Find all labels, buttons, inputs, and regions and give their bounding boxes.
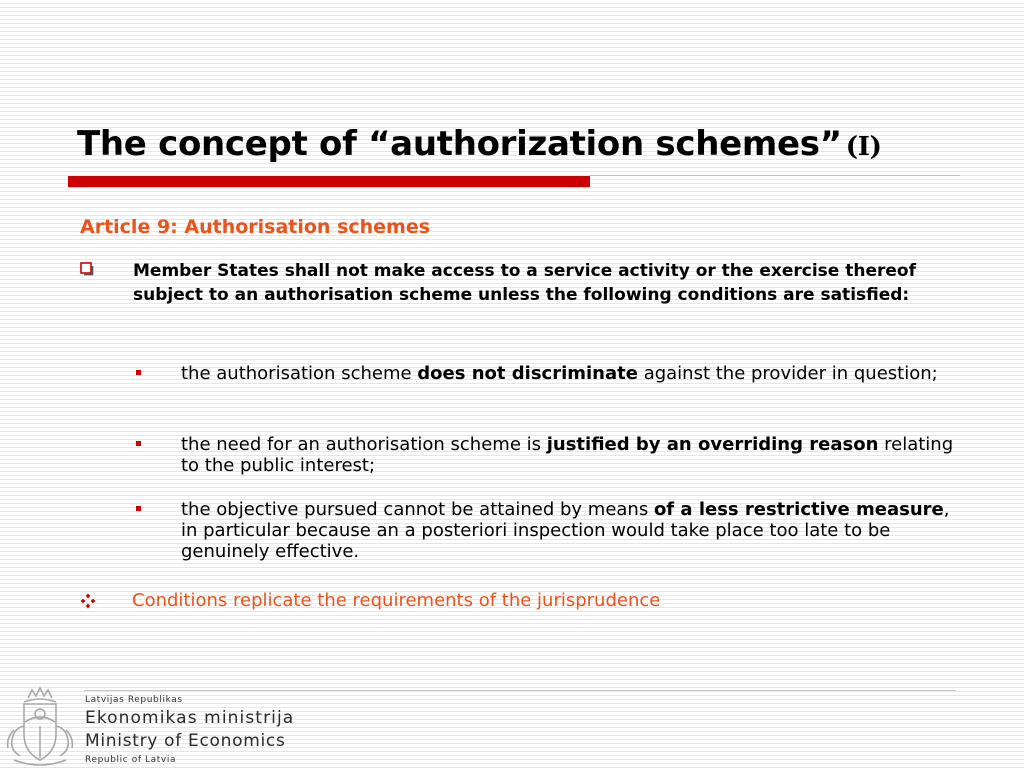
title-underline-red	[68, 176, 590, 187]
small-square-bullet-icon	[136, 441, 141, 446]
org-country-lv: Latvijas Republikas	[85, 695, 183, 705]
hollow-square-bullet-icon	[80, 262, 96, 278]
condition-emphasis: justified by an overriding reason	[546, 434, 879, 455]
condition-item	[181, 360, 961, 388]
condition-text: , in particular because an a posteriori inspection would take place too late to be genuinely effective.	[181, 499, 950, 562]
footer-divider	[84, 690, 956, 691]
conclusion-text: Conditions replicate the requirements of the jurisprudence	[132, 590, 661, 611]
condition-text: against the provider in question;	[637, 363, 938, 384]
condition-text: relating to the public interest;	[181, 434, 954, 476]
slide-title	[77, 124, 882, 164]
small-square-bullet-icon	[136, 506, 141, 511]
main-point-text: Member States shall not make access to a service activity or the exercise thereof subject to an authorisation scheme unless the following conditions are satisfied:	[133, 261, 916, 305]
diamond-clover-bullet-icon	[80, 593, 96, 609]
condition-text: the need for an authorisation scheme is	[181, 434, 547, 455]
condition-item	[181, 434, 961, 476]
title-underline-thin	[590, 175, 960, 176]
condition-item	[181, 499, 961, 562]
article-subheading: Article 9: Authorisation schemes	[80, 216, 431, 238]
org-country-en: Republic of Latvia	[85, 755, 177, 765]
small-square-bullet-icon	[136, 370, 141, 375]
org-name-lv: Ekonomikas ministrija	[85, 708, 295, 728]
condition-emphasis: does not discriminate	[417, 363, 638, 384]
org-name-en: Ministry of Economics	[85, 731, 286, 751]
condition-text: the objective pursued cannot be attained by means	[181, 499, 654, 520]
condition-emphasis: of a less restrictive measure	[653, 499, 944, 520]
slide-title-main: The concept of “authorization schemes”	[77, 124, 842, 164]
coat-of-arms-icon	[4, 686, 76, 768]
slide-title-suffix: (I)	[845, 132, 882, 162]
condition-text: the authorisation scheme	[181, 363, 418, 384]
